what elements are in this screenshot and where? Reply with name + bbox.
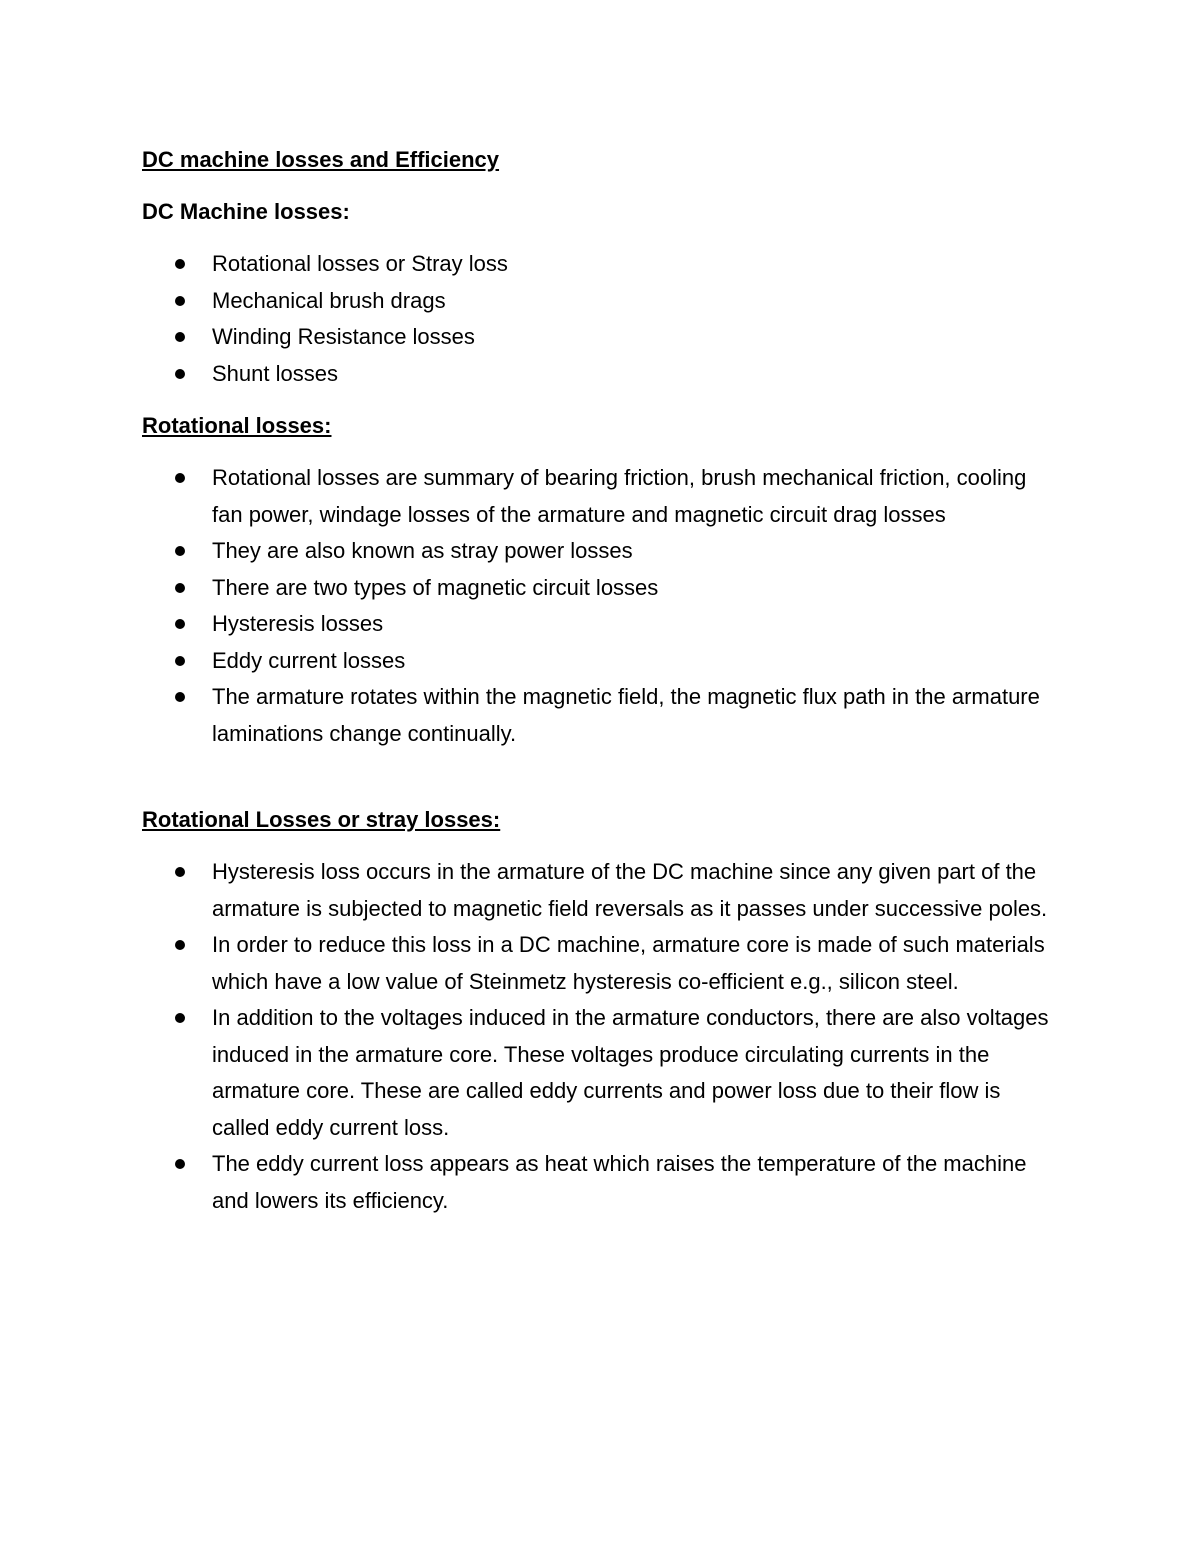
section-heading-machine-losses: DC Machine losses: (142, 199, 350, 224)
bullet-icon (175, 546, 185, 556)
list-item (142, 533, 1062, 570)
bullet-icon (175, 692, 185, 702)
list-item (142, 570, 1062, 607)
bullet-icon (175, 583, 185, 593)
bullet-icon (175, 296, 185, 306)
list-item-text: They are also known as stray power losses (212, 538, 633, 563)
bullet-icon (175, 619, 185, 629)
bullet-icon (175, 259, 185, 269)
section-heading-stray-losses: Rotational Losses or stray losses: (142, 807, 501, 832)
list-item-text: The armature rotates within the magnetic field, the magnetic flux path in the armature laminations change continually. (212, 684, 1040, 746)
list-item-text: Rotational losses are summary of bearing friction, brush mechanical friction, cooling fan power, windage losses of the armature and magnetic circuit drag losses (212, 465, 1027, 527)
list-item-text: Shunt losses (212, 360, 338, 386)
list-item (142, 606, 1062, 643)
list-item-text: In order to reduce this loss in a DC machine, armature core is made of such materials which have a low value of Steinmetz hysteresis co-efficient e.g., silicon steel. (212, 932, 1045, 994)
list-item (142, 460, 1062, 533)
list-item-text: Rotational losses or Stray loss (212, 251, 508, 276)
list-item (142, 356, 1062, 393)
list-item (142, 246, 1062, 283)
document-title: DC machine losses and Efficiency (142, 147, 500, 172)
bullet-icon (175, 867, 185, 877)
list-item (142, 319, 1062, 356)
document-content (142, 142, 1062, 1235)
stray-losses-list (142, 854, 1062, 1219)
section-heading-rotational-losses: Rotational losses: (142, 413, 332, 438)
rotational-losses-list (142, 460, 1062, 752)
bullet-icon (175, 940, 185, 950)
list-item-text: Hysteresis loss occurs in the armature of the DC machine since any given part of the armature is subjected to magnetic field reversals as it passes under successive poles. (212, 859, 1048, 921)
list-item (142, 1000, 1062, 1146)
bullet-icon (175, 473, 185, 483)
bullet-icon (175, 332, 185, 342)
list-item-text: Mechanical brush drags (212, 287, 446, 313)
list-item (142, 854, 1062, 927)
machine-losses-list (142, 246, 1062, 392)
list-item (142, 927, 1062, 1000)
list-item (142, 283, 1062, 320)
list-item (142, 643, 1062, 680)
list-item-text: In addition to the voltages induced in the armature conductors, there are also voltages induced in the armature core. These voltages produce circulating currents in the armature core. These are called eddy currents and power loss due to their flow is called eddy current loss. (212, 1005, 1049, 1140)
list-item-text: Winding Resistance losses (212, 324, 475, 349)
bullet-icon (175, 369, 185, 379)
bullet-icon (175, 1159, 185, 1169)
list-item-text: Eddy current losses (212, 647, 406, 673)
bullet-icon (175, 1013, 185, 1023)
bullet-icon (175, 656, 185, 666)
list-item-text: The eddy current loss appears as heat which raises the temperature of the machine and lowers its efficiency. (212, 1151, 1027, 1213)
list-item (142, 1146, 1062, 1219)
list-item-text: There are two types of magnetic circuit losses (212, 574, 659, 600)
list-item-text: Hysteresis losses (212, 611, 384, 636)
list-item (142, 679, 1062, 752)
